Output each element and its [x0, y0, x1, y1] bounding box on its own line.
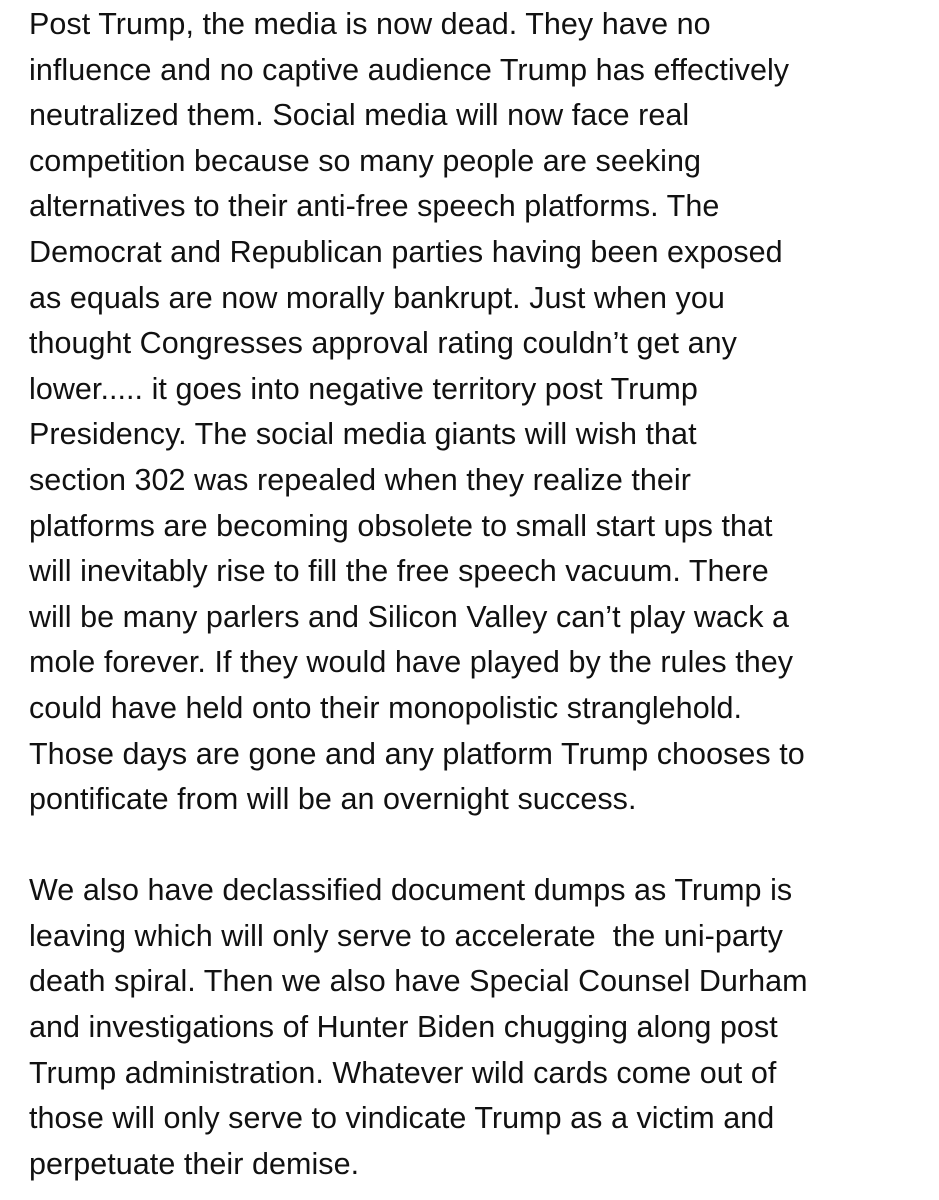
paragraph-gap — [29, 823, 929, 869]
text-line: Post Trump, the media is now dead. They have no — [29, 7, 711, 41]
text-line: platforms are becoming obsolete to small start ups that — [29, 508, 773, 543]
text-line: will inevitably rise to fill the free speech vacuum. There — [29, 554, 769, 589]
text-line: pontificate from will be an overnight success. — [29, 782, 637, 817]
text-line: lower..... it goes into negative territory post Trump — [29, 371, 698, 406]
note-body[interactable] — [29, 2, 929, 1187]
text-line: competition because so many people are seeking — [29, 143, 702, 178]
text-line: Those days are gone and any platform Trump chooses to — [29, 736, 805, 771]
text-line: thought Congresses approval rating couldn’t get any — [29, 326, 737, 361]
text-line: as equals are now morally bankrupt. Just when you — [29, 280, 725, 315]
text-line: perpetuate their demise. — [29, 1146, 360, 1181]
text-line: neutralized them. Social media will now face real — [29, 98, 690, 133]
text-line: will be many parlers and Silicon Valley can’t play wack a — [29, 599, 790, 634]
text-line: alternatives to their anti-free speech platforms. The — [29, 189, 720, 224]
text-line: influence and no captive audience Trump has effectively — [29, 52, 790, 87]
text-line: section 302 was repealed when they realize their — [29, 462, 691, 497]
text-line: Democrat and Republican parties having been exposed — [29, 234, 783, 269]
paragraph-2 — [29, 868, 929, 1187]
text-line: death spiral. Then we also have Special Counsel Durham — [29, 964, 808, 999]
text-line: We also have declassified document dumps as Trump is — [29, 873, 793, 908]
text-line: and investigations of Hunter Biden chugging along post — [29, 1010, 778, 1045]
text-line: Presidency. The social media giants will wish that — [29, 417, 697, 452]
text-line: could have held onto their monopolistic stranglehold. — [29, 690, 743, 725]
text-line: mole forever. If they would have played by the rules they — [29, 645, 794, 680]
paragraph-1 — [29, 2, 929, 823]
text-line: Trump administration. Whatever wild cards come out of — [29, 1055, 777, 1090]
text-line: those will only serve to vindicate Trump as a victim and — [29, 1101, 775, 1136]
text-line: leaving which will only serve to accelerate the uni-party — [29, 918, 783, 953]
